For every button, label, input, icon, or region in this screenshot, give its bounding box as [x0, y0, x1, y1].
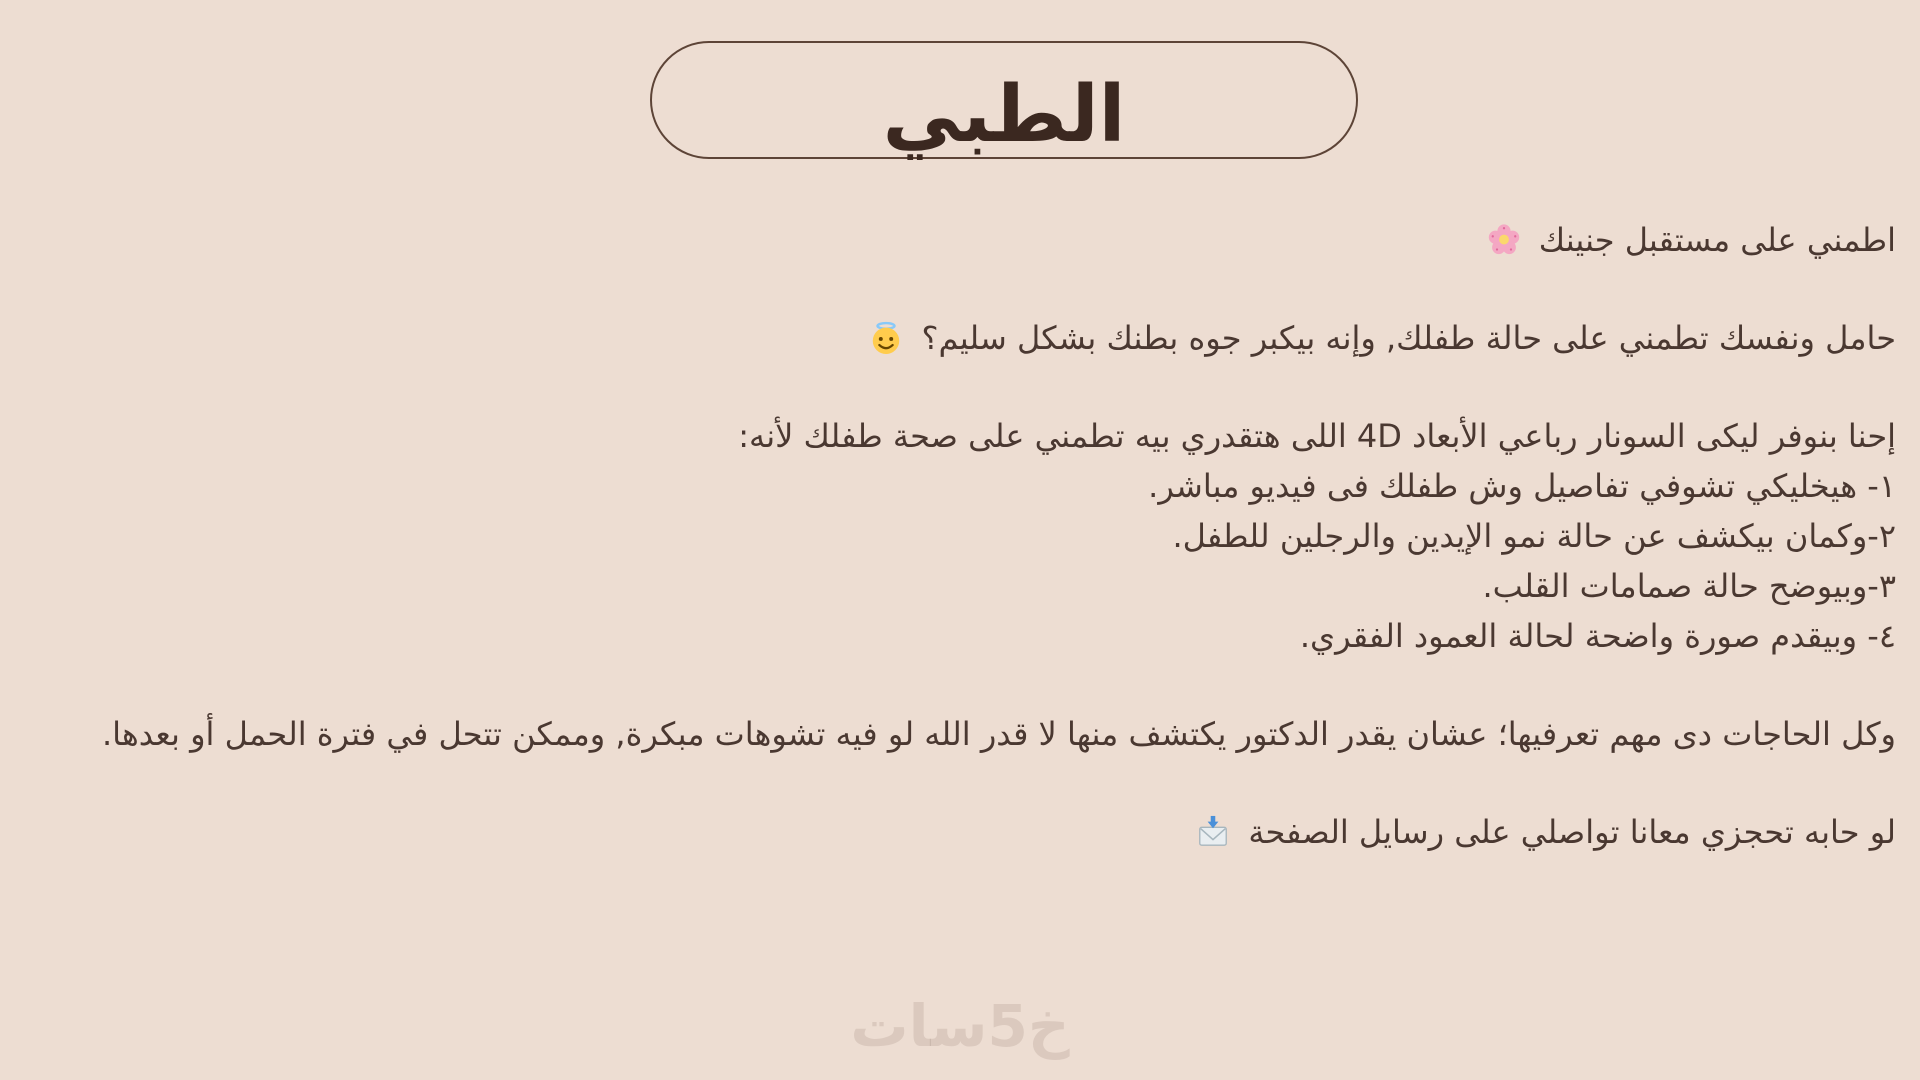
question-text: حامل ونفسك تطمني على حالة طفلك, وإنه بيكبر جوه بطنك بشكل سليم؟ — [921, 319, 1896, 357]
benefit-item: ٣-وبيوضح حالة صمامات القلب. — [1482, 567, 1896, 605]
offer-block — [24, 411, 1896, 661]
title-box — [650, 41, 1358, 159]
cta-text: لو حابه تحجزي معانا تواصلي على رسايل الصفحة — [1248, 813, 1896, 851]
cherry-blossom-icon — [1487, 223, 1521, 257]
body-content — [24, 215, 1896, 857]
khamsat-watermark: خ5سات — [850, 992, 1070, 1060]
intro-text: اطمني على مستقبل جنينك — [1538, 221, 1896, 259]
smiling-face-with-halo-icon — [869, 321, 903, 355]
benefit-item: ٤- وبيقدم صورة واضحة لحالة العمود الفقري. — [1299, 617, 1896, 655]
question-line — [24, 313, 1896, 363]
offer-lead: إحنا بنوفر ليكى السونار رباعي الأبعاد 4D اللى هتقدري بيه تطمني على صحة طفلك لأنه: — [738, 417, 1896, 455]
page-title: الطبي — [882, 70, 1126, 160]
envelope-with-arrow-icon — [1196, 815, 1230, 849]
benefit-item: ٢-وكمان بيكشف عن حالة نمو الإيدين والرجلين للطفل. — [1172, 517, 1896, 555]
cta-line — [24, 807, 1896, 857]
intro-line — [24, 215, 1896, 265]
benefit-item: ١- هيخليكي تشوفي تفاصيل وش طفلك فى فيديو مباشر. — [1148, 467, 1896, 505]
importance-line: وكل الحاجات دى مهم تعرفيها؛ عشان يقدر الدكتور يكتشف منها لا قدر الله لو فيه تشوهات مبكرة, وممكن تتحل في فترة الحمل أو بعدها. — [101, 715, 1896, 753]
